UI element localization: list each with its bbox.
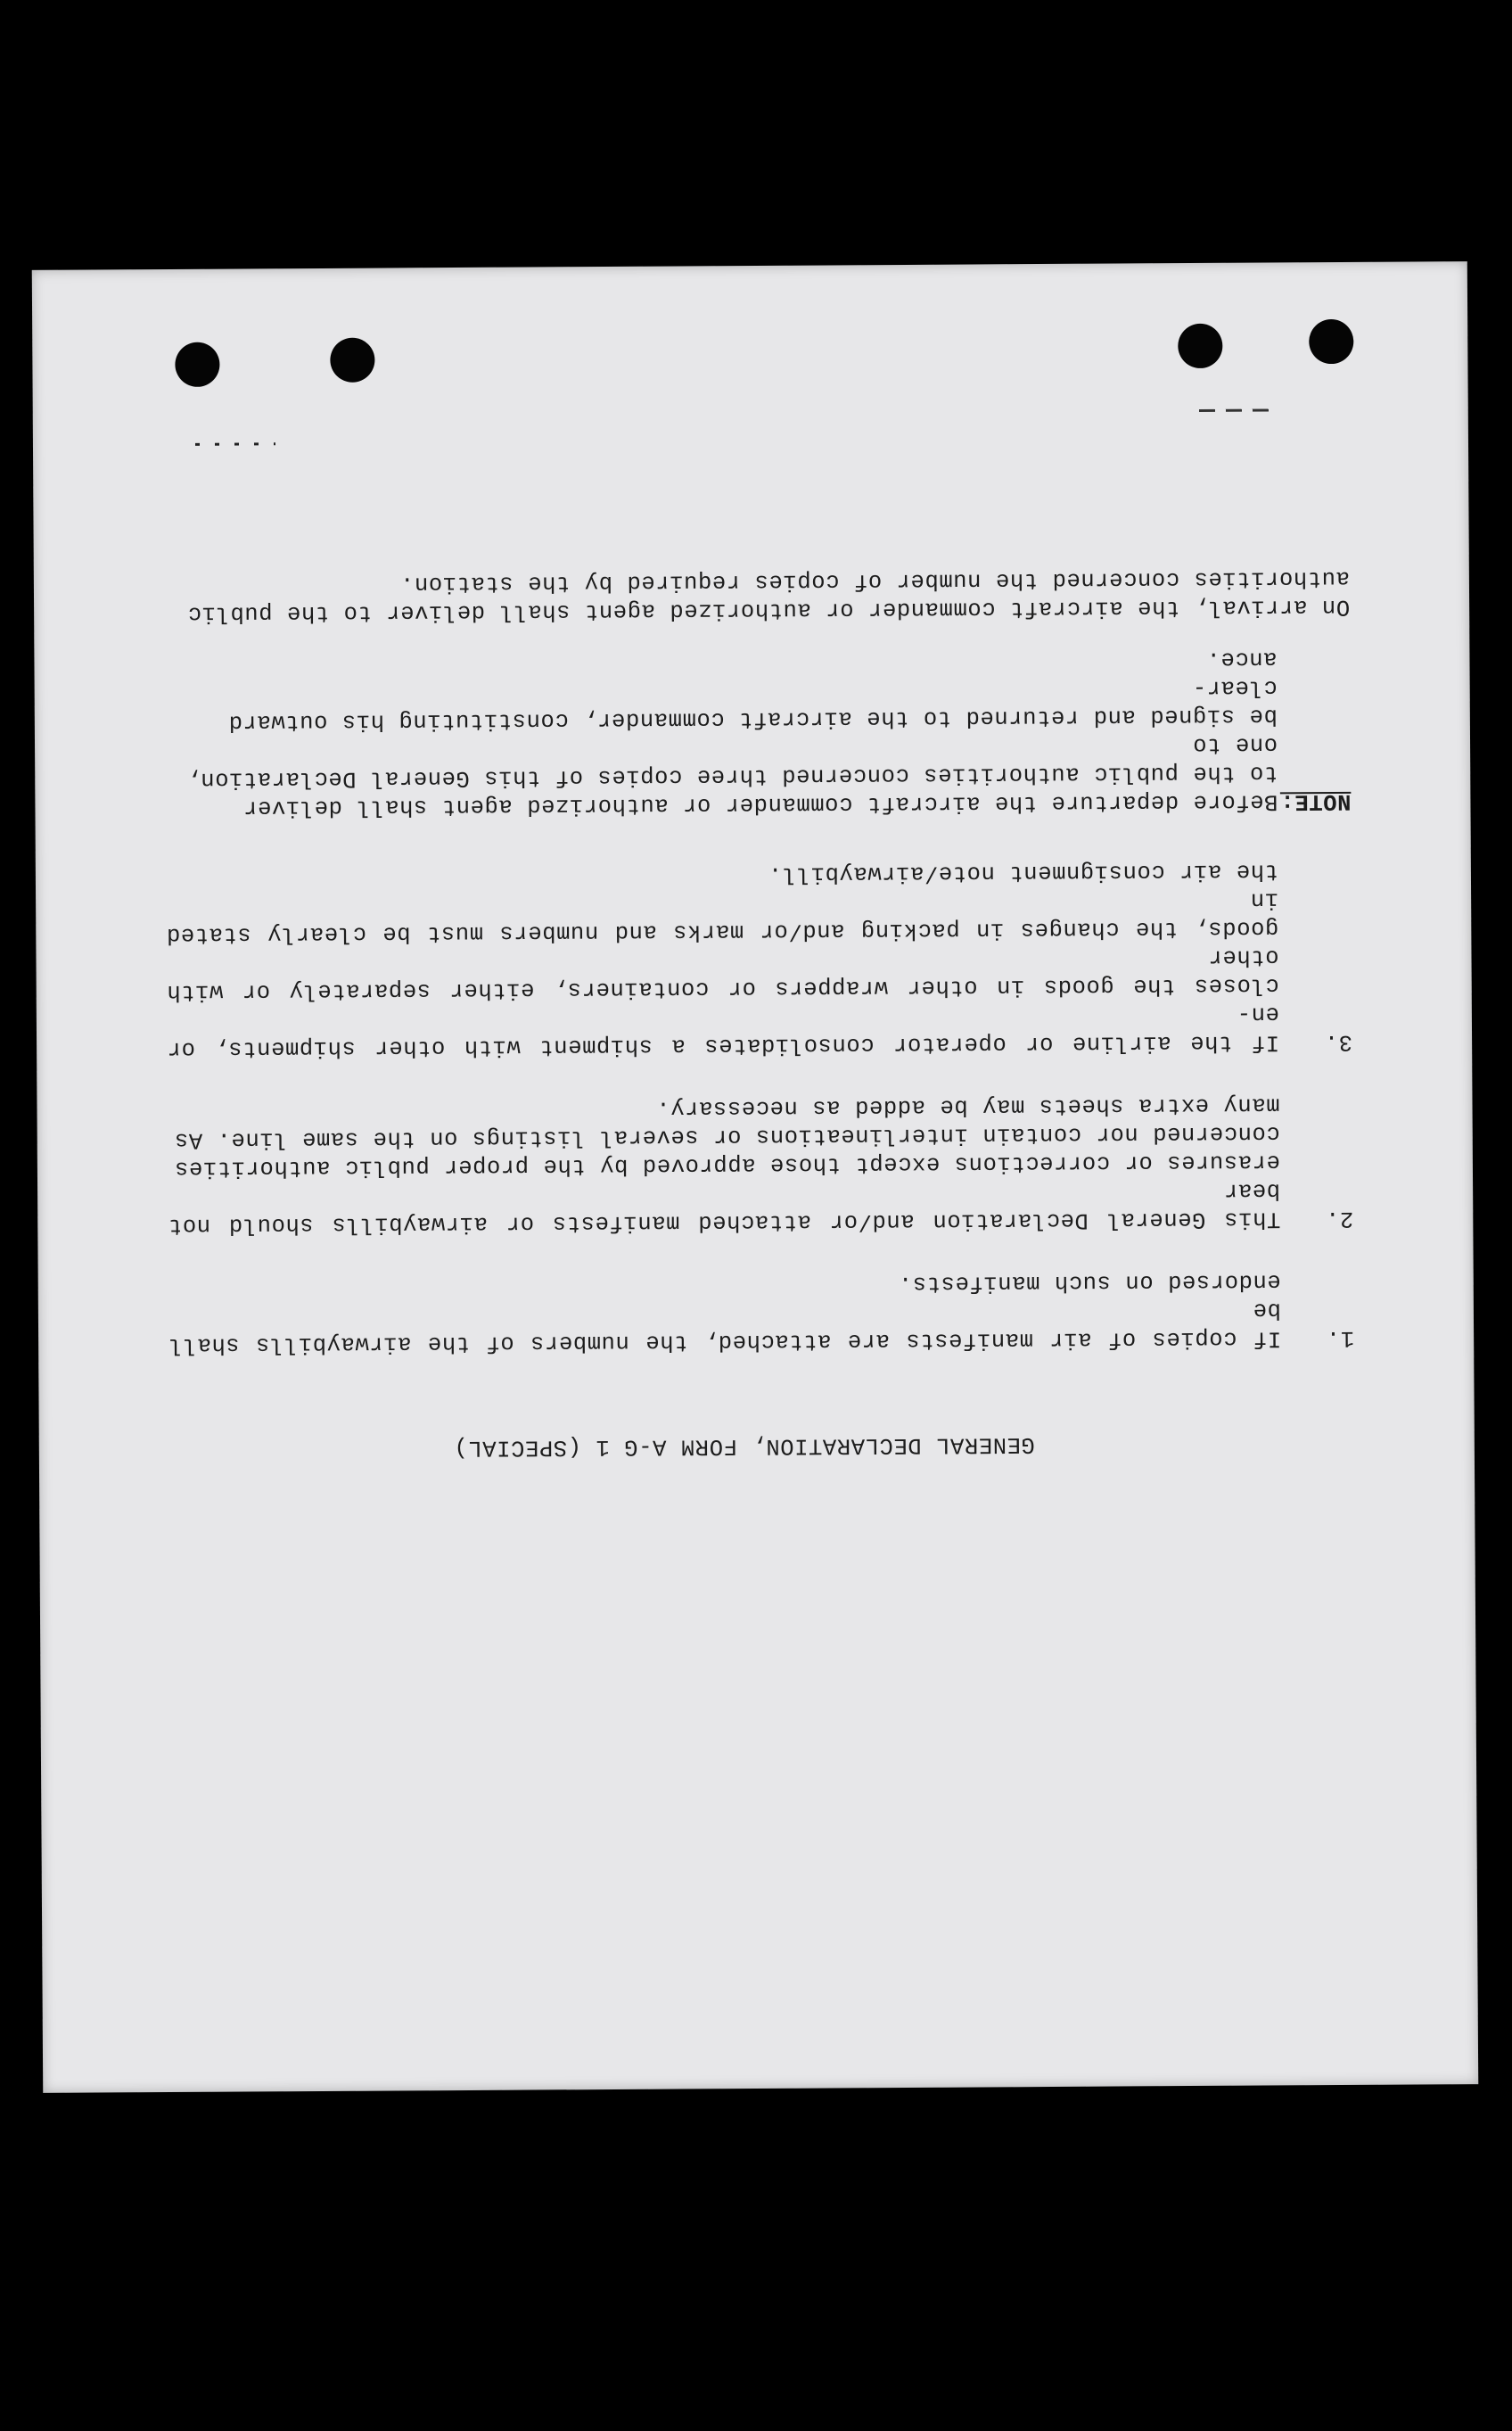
text-block [164, 564, 1355, 1463]
item-number: 3. [1324, 1028, 1353, 1056]
list-item-1 [168, 1266, 1355, 1359]
list-item-2 [167, 1090, 1353, 1240]
upside-down-print [32, 261, 1478, 2093]
item-text: If copies of air manifests are attached, the numbers of the airwaybills shall be endorsed on such manifests. [168, 1268, 1282, 1359]
item-text: This General Declaration and/or attached manifests or airwaybills should not bear erasures or corrections except those approved by the proper public authorities concerned nor contain interlineations or several listings on the same line. As many extra sheets may be added as necessary. [168, 1092, 1281, 1240]
list-item-3 [166, 856, 1352, 1063]
item-number: 2. [1325, 1205, 1354, 1232]
note-block [164, 644, 1351, 822]
item-number: 1. [1326, 1324, 1355, 1352]
document-title: GENERAL DECLARATION, FORM A-G 1 (SPECIAL) [453, 1431, 1035, 1462]
note-text: Before departure the aircraft commander or authorized agent shall deliver to the public authorities concerned three copies of this General Declaration, one to be signed and returned to the aircraft commander, constituting his outward clear- ance. [185, 646, 1278, 821]
document-page [32, 261, 1478, 2093]
item-text: If the airline or operator consolidates a shipment with other shipments, or en- closes the goods in other wrappers or containers, either separately or with other goods, the changes in packing and/or marks and numbers must be clearly stated in the air consignment note/airwaybill. [166, 858, 1280, 1063]
arrival-paragraph: On arrival, the aircraft commander or authorized agent shall deliver to the public authorities concerned the number of copies required by the station. [187, 564, 1351, 627]
note-label: NOTE: [1279, 787, 1352, 815]
